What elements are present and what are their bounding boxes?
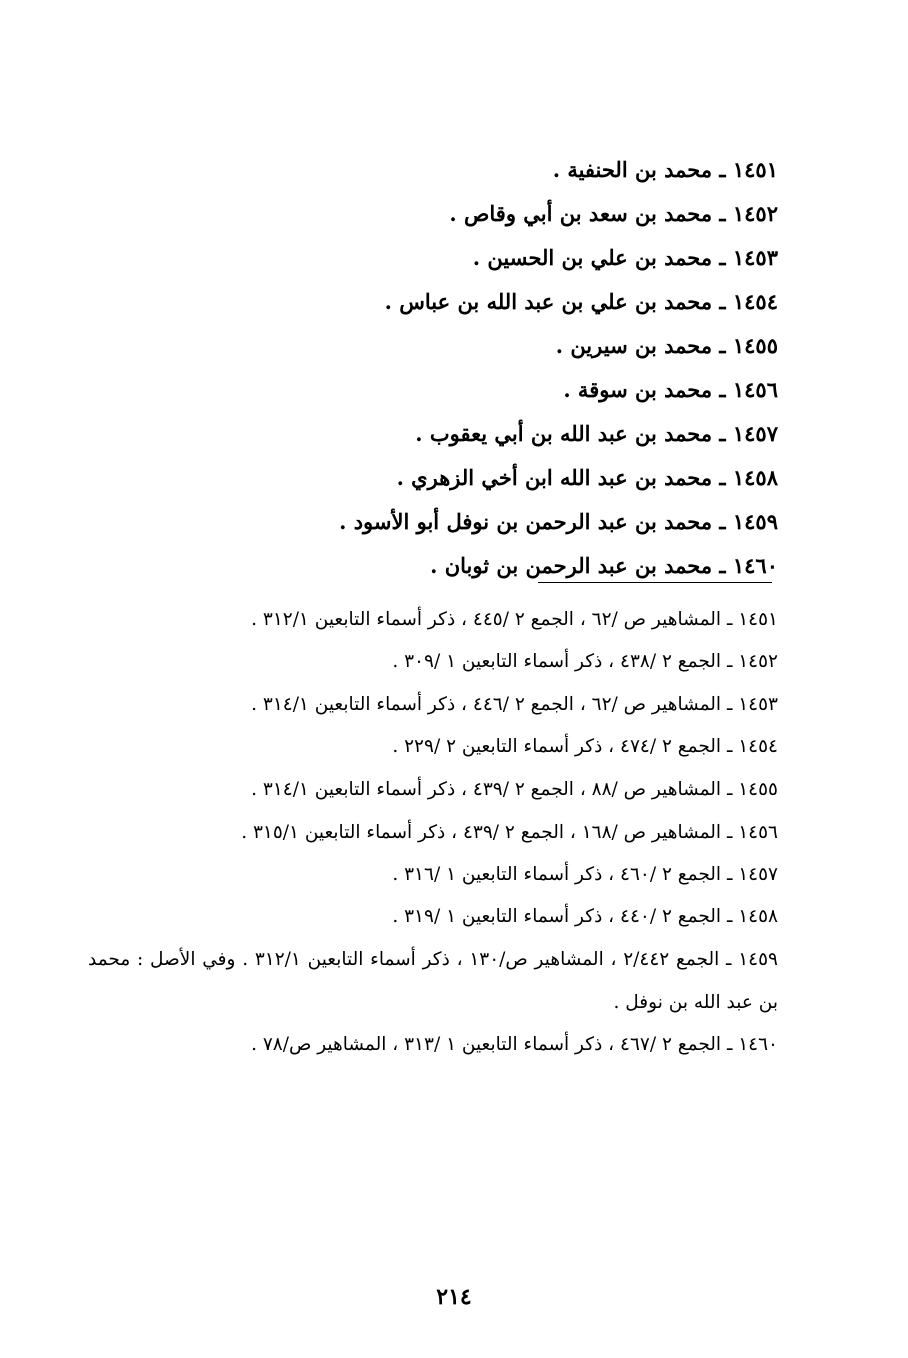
footnote: ١٤٥٧ ـ الجمع ٢ /٤٦٠ ، ذكر أسماء التابعين ١ /٣١٦ . bbox=[392, 864, 778, 885]
footnote: ١٤٦٠ ـ الجمع ٢ /٤٦٧ ، ذكر أسماء التابعين ١ /٣١٣ ، المشاهير ص/٧٨ . bbox=[251, 1034, 778, 1055]
footnote: ١٤٥٥ ـ المشاهير ص /٨٨ ، الجمع ٢ /٤٣٩ ، ذكر أسماء التابعين ٣١٤/١ . bbox=[251, 779, 778, 800]
footnote: ١٤٥٦ ـ المشاهير ص /١٦٨ ، الجمع ٢ /٤٣٩ ، ذكر أسماء التابعين ٣١٥/١ . bbox=[241, 822, 778, 843]
entry: ١٤٥٢ ـ محمد بن سعد بن أبي وقاص . bbox=[449, 201, 778, 226]
entry: ١٤٥٥ ـ محمد بن سيرين . bbox=[555, 333, 778, 358]
entry: ١٤٥٧ ـ محمد بن عبد الله بن أبي يعقوب . bbox=[415, 421, 778, 446]
footnote: ١٤٥٢ ـ الجمع ٢ /٤٣٨ ، ذكر أسماء التابعين ١ /٣٠٩ . bbox=[392, 651, 778, 672]
footnote-divider bbox=[538, 582, 772, 583]
footnote: ١٤٥١ ـ المشاهير ص /٦٢ ، الجمع ٢ /٤٤٥ ، ذكر أسماء التابعين ٣١٢/١ . bbox=[251, 609, 778, 630]
footnote: ١٤٥٨ ـ الجمع ٢ /٤٤٠ ، ذكر أسماء التابعين ١ /٣١٩ . bbox=[392, 906, 778, 927]
entry: ١٤٥٣ ـ محمد بن علي بن الحسين . bbox=[472, 245, 778, 270]
footnote: ١٤٥٤ ـ الجمع ٢ /٤٧٤ ، ذكر أسماء التابعين ٢ /٢٢٩ . bbox=[392, 736, 778, 757]
footnote-list bbox=[88, 598, 778, 1066]
entry: ١٤٦٠ ـ محمد بن عبد الرحمن بن ثوبان . bbox=[430, 553, 778, 578]
entry: ١٤٥٨ ـ محمد بن عبد الله ابن أخي الزهري . bbox=[396, 465, 778, 490]
entry-list bbox=[218, 148, 778, 588]
footnote: ١٤٥٩ ـ الجمع ٢/٤٤٢ ، المشاهير ص/١٣٠ ، ذكر أسماء التابعين ٣١٢/١ . وفي الأصل : محمد بن عبد الله بن نوفل . bbox=[88, 949, 778, 1013]
page-number: ٢١٤ bbox=[436, 1284, 472, 1310]
entry: ١٤٥١ ـ محمد بن الحنفية . bbox=[552, 157, 778, 182]
entry: ١٤٥٩ ـ محمد بن عبد الرحمن بن نوفل أبو الأسود . bbox=[339, 509, 778, 534]
entry: ١٤٥٤ ـ محمد بن علي بن عبد الله بن عباس . bbox=[384, 289, 778, 314]
footnote: ١٤٥٣ ـ المشاهير ص /٦٢ ، الجمع ٢ /٤٤٦ ، ذكر أسماء التابعين ٣١٤/١ . bbox=[251, 694, 778, 715]
entry: ١٤٥٦ ـ محمد بن سوقة . bbox=[563, 377, 778, 402]
